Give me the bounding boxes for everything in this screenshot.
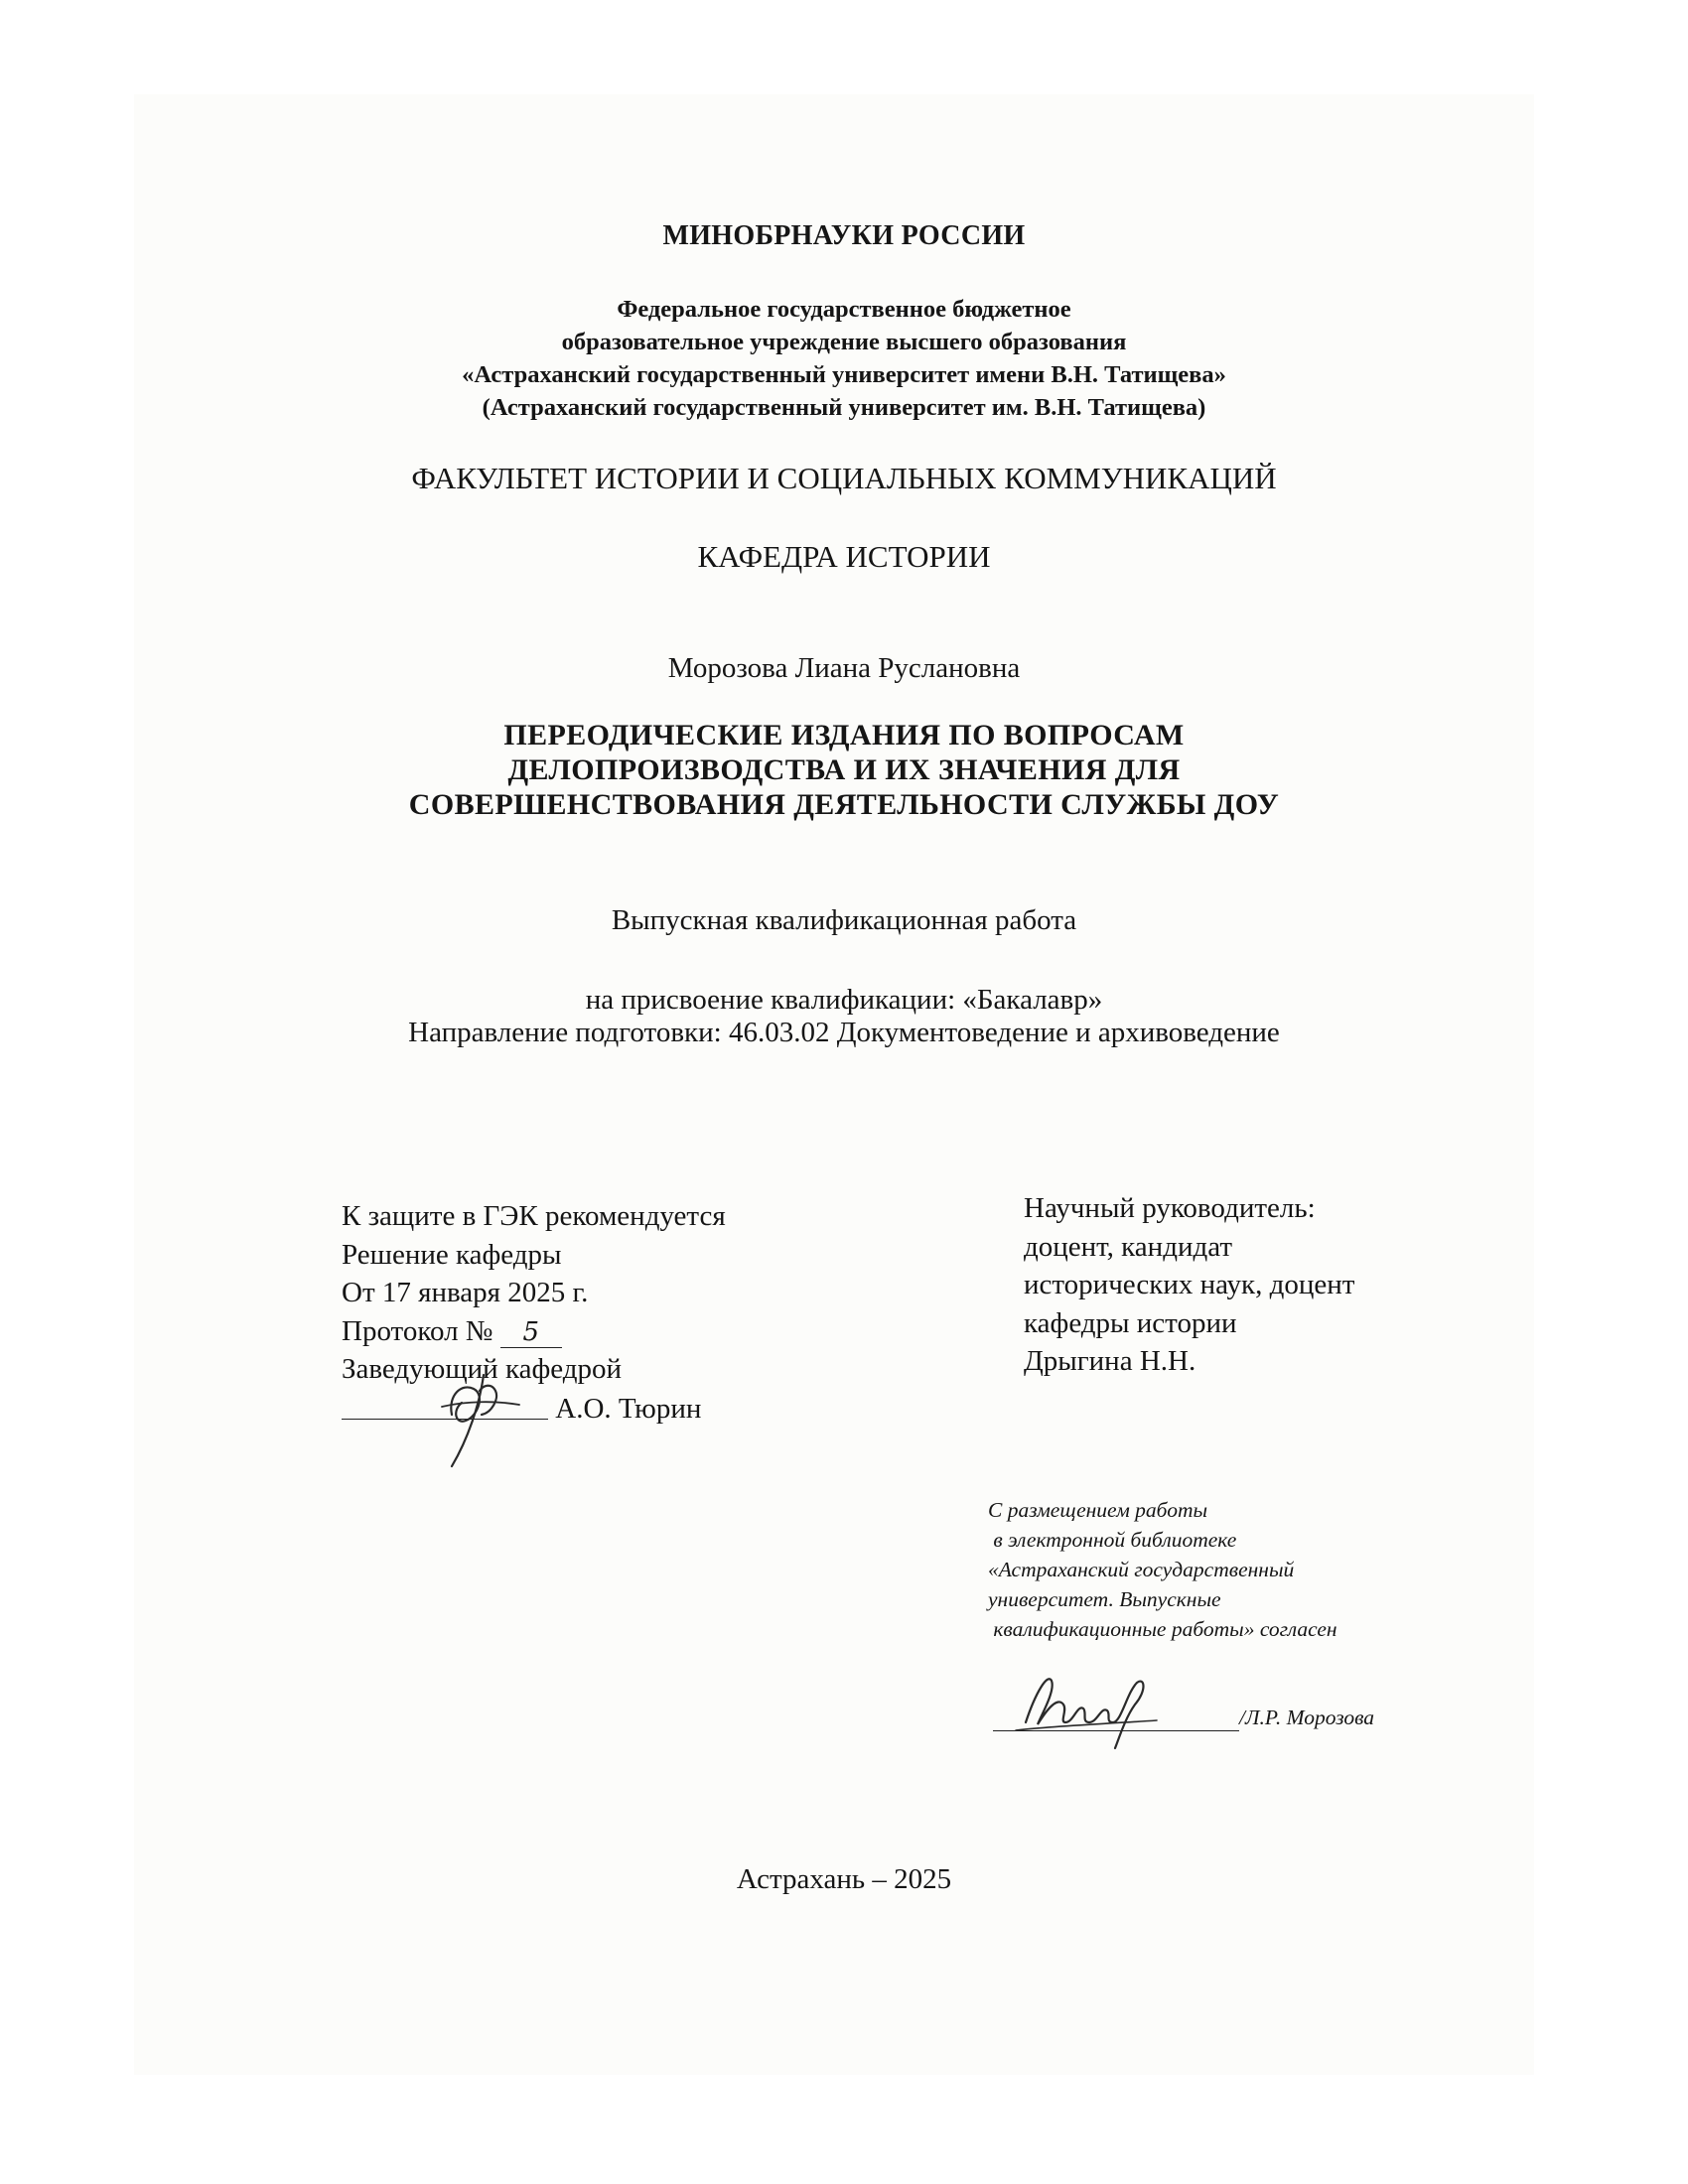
consent-line-4: университет. Выпускные bbox=[988, 1587, 1221, 1611]
supervisor-line-2: доцент, кандидат bbox=[1024, 1230, 1233, 1263]
institution-line-1: Федеральное государственное бюджетное bbox=[617, 296, 1071, 323]
supervisor-name: Дрыгина Н.Н. bbox=[1024, 1345, 1196, 1377]
approval-block bbox=[342, 1197, 726, 1428]
study-direction: Направление подготовки: 46.03.02 Документоведение и архивоведение bbox=[408, 1017, 1280, 1048]
approval-decision: Решение кафедры bbox=[342, 1238, 562, 1271]
consent-line-3: «Астраханский государственный bbox=[988, 1558, 1295, 1581]
consent-line-1: С размещением работы bbox=[988, 1498, 1208, 1522]
head-of-department-name: А.О. Тюрин bbox=[555, 1392, 702, 1425]
author-signature-scribble bbox=[1008, 1653, 1187, 1752]
qualification: на присвоение квалификации: «Бакалавр» bbox=[585, 984, 1103, 1016]
institution-line-4: (Астраханский государственный университет им. В.Н. Татищева) bbox=[482, 394, 1206, 421]
thesis-title-line-2: ДЕЛОПРОИЗВОДСТВА И ИХ ЗНАЧЕНИЯ ДЛЯ bbox=[507, 753, 1181, 786]
author-signer-name: /Л.Р. Морозова bbox=[1239, 1706, 1375, 1729]
document-page bbox=[134, 94, 1534, 2075]
supervisor-line-1: Научный руководитель: bbox=[1024, 1192, 1316, 1224]
department-name: КАФЕДРА ИСТОРИИ bbox=[697, 539, 991, 574]
approval-date: От 17 января 2025 г. bbox=[342, 1277, 589, 1308]
head-of-department-label: Заведующий кафедрой bbox=[342, 1353, 623, 1385]
institution-line-2: образовательное учреждение высшего образования bbox=[561, 329, 1127, 355]
library-consent bbox=[988, 1495, 1337, 1644]
author-name: Морозова Лиана Руслановна bbox=[667, 652, 1021, 684]
head-signature-scribble bbox=[422, 1345, 531, 1474]
consent-line-5: квалификационные работы» согласен bbox=[988, 1617, 1337, 1641]
consent-line-2: в электронной библиотеке bbox=[988, 1528, 1237, 1552]
institution-line-3: «Астраханский государственный университет имени В.Н. Татищева» bbox=[462, 361, 1226, 388]
supervisor-line-3: исторических наук, доцент bbox=[1024, 1269, 1355, 1300]
protocol-number: 5 bbox=[500, 1317, 562, 1348]
city-year: Астрахань – 2025 bbox=[736, 1863, 952, 1895]
head-signature-row bbox=[342, 1389, 726, 1429]
faculty-name: ФАКУЛЬТЕТ ИСТОРИИ И СОЦИАЛЬНЫХ КОММУНИКАЦИЙ bbox=[411, 461, 1277, 495]
work-type: Выпускная квалификационная работа bbox=[611, 904, 1077, 936]
approval-recommendation: К защите в ГЭК рекомендуется bbox=[342, 1200, 726, 1232]
ministry-heading: МИНОБРНАУКИ РОССИИ bbox=[662, 220, 1026, 251]
supervisor-line-4: кафедры истории bbox=[1024, 1306, 1237, 1339]
thesis-title-line-3: СОВЕРШЕНСТВОВАНИЯ ДЕЯТЕЛЬНОСТИ СЛУЖБЫ ДОУ bbox=[408, 788, 1280, 821]
approval-protocol bbox=[342, 1312, 726, 1351]
thesis-title-line-1: ПЕРЕОДИЧЕСКИЕ ИЗДАНИЯ ПО ВОПРОСАМ bbox=[503, 719, 1185, 751]
supervisor-block bbox=[1024, 1189, 1354, 1381]
protocol-label: Протокол № bbox=[342, 1314, 493, 1347]
